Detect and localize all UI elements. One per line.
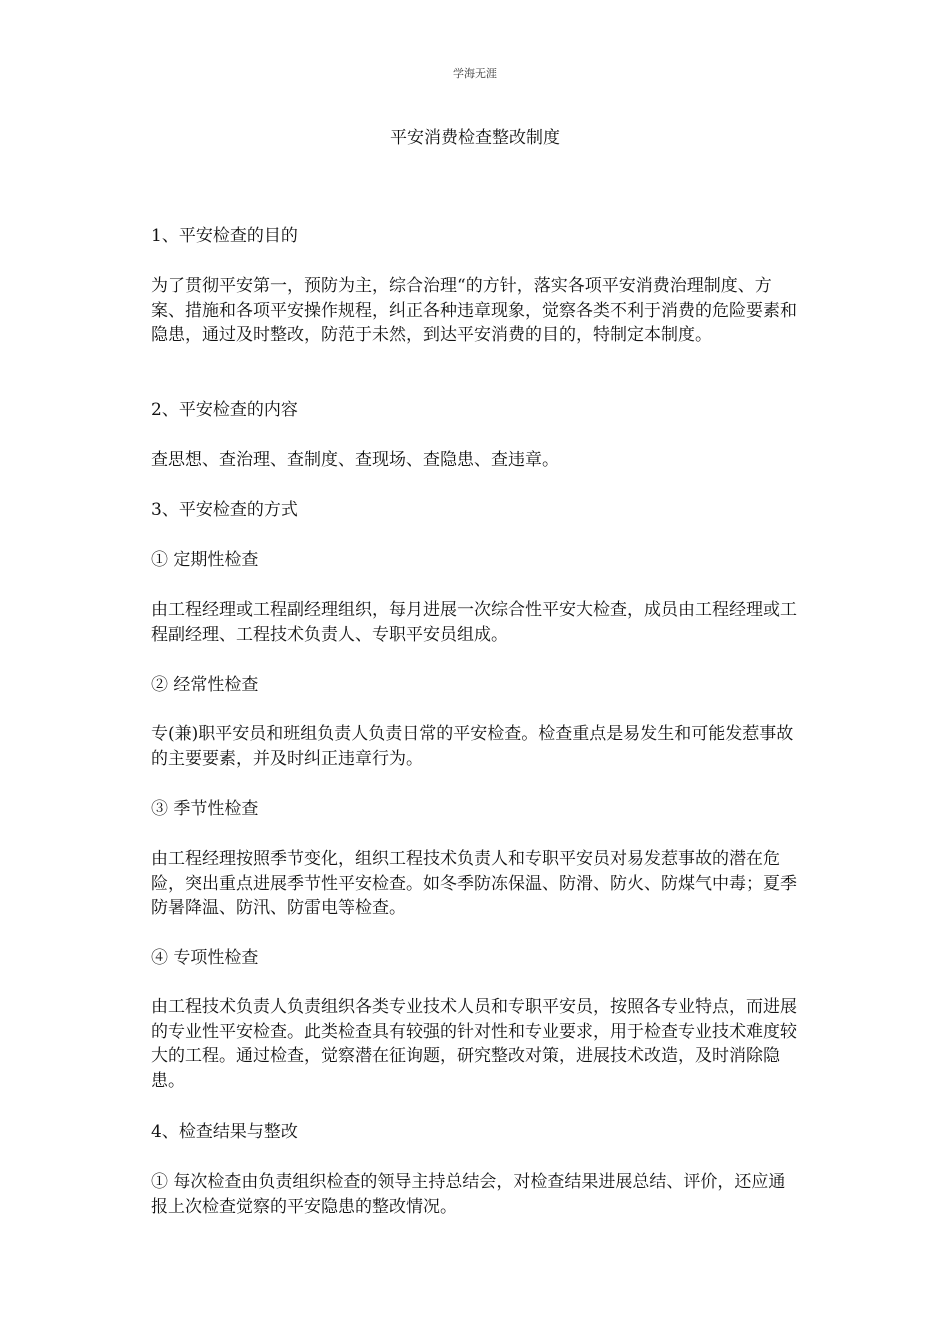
page-header: 学海无涯 xyxy=(453,67,497,80)
subheading-regular: ② 经常性检查 xyxy=(151,675,259,695)
paragraph-special: 由工程技术负责人负责组织各类专业技术人员和专职平安员，按照各专业特点，而进展的专业性平安检查。此类检查具有较强的针对性和专业要求，用于检查专业技术难度较大的工程。通过检查，觉察潜在征询题，研究整改对策，进展技术改造，及时消除隐患。 xyxy=(151,997,797,1091)
paragraph-content: 查思想、查治理、查制度、查现场、查隐患、查违章。 xyxy=(151,450,559,470)
section-heading-results: 4、检查结果与整改 xyxy=(151,1122,298,1142)
section-heading-purpose: 1、平安检查的目的 xyxy=(151,226,298,246)
paragraph-purpose: 为了贯彻平安第一，预防为主，综合治理“的方针，落实各项平安消费治理制度、方案、措施和各项平安操作规程，纠正各种违章现象，觉察各类不利于消费的危险要素和隐患，通过及时整改，防范于未然，到达平安消费的目的，特制定本制度。 xyxy=(151,276,797,345)
section-heading-content: 2、平安检查的内容 xyxy=(151,400,298,420)
subheading-periodic: ① 定期性检查 xyxy=(151,550,259,570)
subheading-seasonal: ③ 季节性检查 xyxy=(151,799,259,819)
paragraph-regular: 专(兼)职平安员和班组负责人负责日常的平安检查。检查重点是易发生和可能发惹事故的主要要素，并及时纠正违章行为。 xyxy=(151,724,794,769)
paragraph-seasonal: 由工程经理按照季节变化，组织工程技术负责人和专职平安员对易发惹事故的潜在危险，突出重点进展季节性平安检查。如冬季防冻保温、防滑、防火、防煤气中毒；夏季防暑降温、防汛、防雷电等检查。 xyxy=(151,849,797,918)
paragraph-results-1: ① 每次检查由负责组织检查的领导主持总结会，对检查结果进展总结、评价，还应通报上次检查觉察的平安隐患的整改情况。 xyxy=(151,1172,786,1217)
section-heading-method: 3、平安检查的方式 xyxy=(151,500,298,520)
paragraph-periodic: 由工程经理或工程副经理组织，每月进展一次综合性平安大检查，成员由工程经理或工程副经理、工程技术负责人、专职平安员组成。 xyxy=(151,600,797,645)
document-title: 平安消费检查整改制度 xyxy=(390,128,560,148)
subheading-special: ④ 专项性检查 xyxy=(151,948,259,968)
